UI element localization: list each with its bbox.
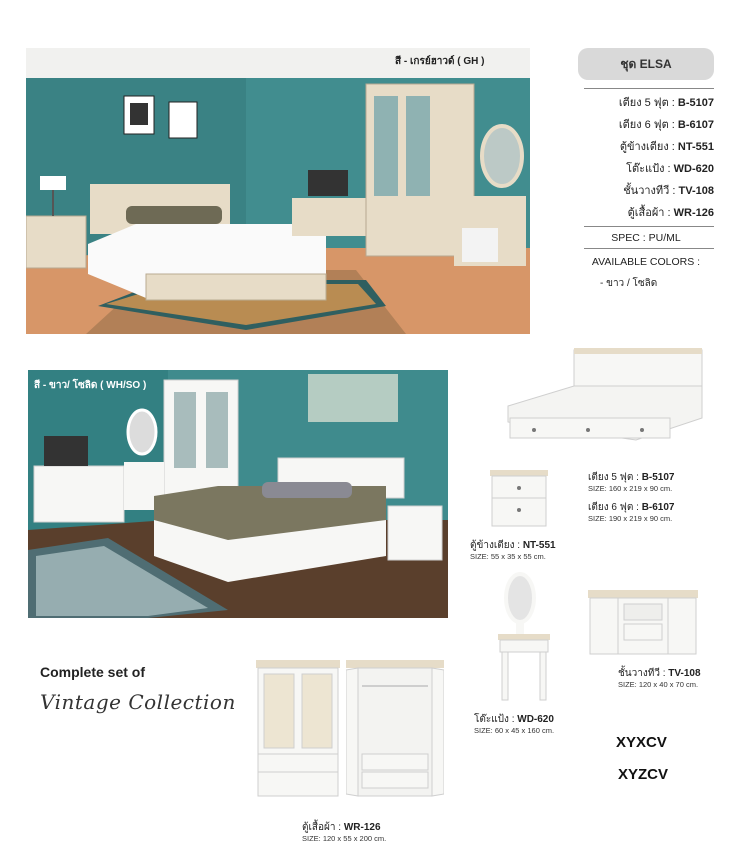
spec-material: SPEC : PU/ML <box>611 232 681 244</box>
wardrobe-open-image <box>346 658 444 798</box>
bed-6ft-caption: เตียง 6 ฟุต : B-6107 <box>588 502 675 513</box>
wardrobe-caption: ตู้เสื้อผ้า : WR-126 <box>302 822 381 833</box>
available-colors-title: AVAILABLE COLORS : <box>591 256 701 268</box>
top-room-color-label: สี - เกรย์ฮาวด์ ( GH ) <box>395 56 485 67</box>
spec-line: เตียง 5 ฟุต : B-5107 <box>618 97 714 109</box>
series-name: ชุด ELSA <box>578 48 714 80</box>
spec-line: ตู้ข้างเตียง : NT-551 <box>619 141 714 153</box>
tv-stand-caption: ชั้นวางทีวี : TV-108 <box>618 668 701 679</box>
divider <box>584 248 714 249</box>
spec-line: ตู้เสื้อผ้า : WR-126 <box>627 207 714 219</box>
dresser-product-image <box>490 570 552 702</box>
brand-tagline: Complete set of <box>40 664 146 680</box>
tv-stand-size: SIZE: 120 x 40 x 70 cm. <box>618 680 699 689</box>
spec-line: โต๊ะแป้ง : WD-620 <box>626 163 714 175</box>
spec-line: เตียง 6 ฟุต : B-6107 <box>618 119 714 131</box>
divider <box>584 88 714 89</box>
code-label: XYZCV <box>618 766 669 783</box>
spec-line: ชั้นวางทีวี : TV-108 <box>623 185 714 197</box>
brand-collection-name: Vintage Collection <box>40 690 236 714</box>
dresser-caption: โต๊ะแป้ง : WD-620 <box>474 714 554 725</box>
divider <box>584 226 714 227</box>
bed-5ft-caption: เตียง 5 ฟุต : B-5107 <box>588 472 675 483</box>
bottom-room-color-label: สี - ขาว/ โซลิด ( WH/SO ) <box>34 380 147 391</box>
bed-product-image <box>506 346 704 442</box>
wardrobe-size: SIZE: 120 x 55 x 200 cm. <box>302 834 387 843</box>
nightstand-size: SIZE: 55 x 35 x 55 cm. <box>470 552 546 561</box>
available-colors-value: - ขาว / โซลิด <box>600 278 658 289</box>
dresser-size: SIZE: 60 x 45 x 160 cm. <box>474 726 555 735</box>
top-room-photo <box>26 48 530 334</box>
bottom-room-photo <box>28 370 448 618</box>
tv-stand-product-image <box>588 588 698 662</box>
bed-6ft-size: SIZE: 190 x 219 x 90 cm. <box>588 514 673 523</box>
wardrobe-closed-image <box>256 658 340 798</box>
spec-list <box>578 92 714 224</box>
code-label: XYXCV <box>616 734 667 751</box>
nightstand-product-image <box>488 468 550 530</box>
nightstand-caption: ตู้ข้างเตียง : NT-551 <box>470 540 556 551</box>
bed-5ft-size: SIZE: 160 x 219 x 90 cm. <box>588 484 673 493</box>
